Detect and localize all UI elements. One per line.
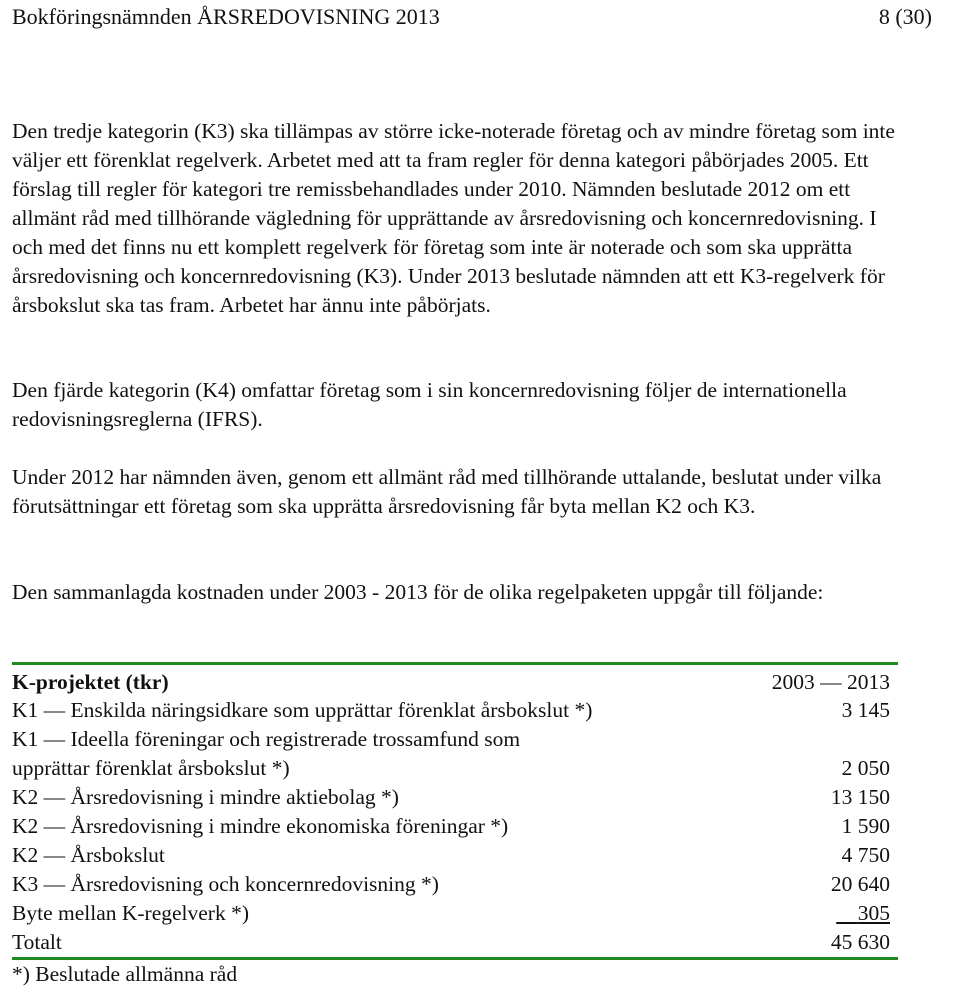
table-row <box>12 899 898 928</box>
table-footnote: *) Beslutade allmänna råd <box>12 962 238 986</box>
table-total-row <box>12 928 898 957</box>
table-top-rule <box>12 662 898 665</box>
row-value: 1 590 <box>841 814 890 838</box>
paragraph-k2-k3-switch <box>12 463 912 521</box>
row-label: K2 — Årsredovisning i mindre aktiebolag *) <box>12 785 399 809</box>
row-value: 2 050 <box>841 756 890 780</box>
row-label: K1 — Enskilda näringsidkare som upprättar förenklat årsbokslut *) <box>12 698 593 722</box>
row-label-line2: upprättar förenklat årsbokslut *) <box>12 756 290 780</box>
table-period: 2003 — 2013 <box>771 670 890 694</box>
row-label <box>12 725 520 783</box>
table-row <box>12 783 898 812</box>
row-label: K3 — Årsredovisning och koncernredovisning *) <box>12 872 439 896</box>
row-value <box>836 899 890 928</box>
paragraph-text: Under 2012 har nämnden även, genom ett allmänt råd med tillhörande uttalande, beslutat under vilka förutsättningar ett företag som ska upprätta årsredovisning får byta mellan K2 och K3. <box>12 465 882 518</box>
row-value: 13 150 <box>830 785 890 809</box>
paragraph-text: Den fjärde kategorin (K4) omfattar företag som i sin koncernredovisning följer de internationella redovisningsreglerna (IFRS). <box>12 378 847 431</box>
row-value: 20 640 <box>830 872 890 896</box>
table-row <box>12 696 898 725</box>
table-header-row <box>12 668 898 696</box>
table-heading: K-projektet (tkr) <box>12 670 169 694</box>
row-value: 4 750 <box>841 843 890 867</box>
total-value: 45 630 <box>830 930 890 954</box>
row-label: K2 — Årsredovisning i mindre ekonomiska föreningar *) <box>12 814 509 838</box>
paragraph-text: Den sammanlagda kostnaden under 2003 - 2013 för de olika regelpaketen uppgår till följande: <box>12 580 824 604</box>
row-value: 3 145 <box>841 698 890 722</box>
row-value-number: 305 <box>857 901 890 925</box>
paragraph-k3 <box>12 117 912 320</box>
total-label: Totalt <box>12 930 62 954</box>
document-title: Bokföringsnämnden ÅRSREDOVISNING 2013 <box>12 4 440 29</box>
page-header <box>12 4 932 32</box>
page-number: 8 (30) <box>878 4 932 29</box>
row-label: Byte mellan K-regelverk *) <box>12 901 250 925</box>
table-row <box>12 841 898 870</box>
row-label: K2 — Årsbokslut <box>12 843 165 867</box>
paragraph-cost-intro <box>12 578 912 607</box>
cost-table <box>12 662 898 989</box>
table-row <box>12 870 898 899</box>
table-row <box>12 812 898 841</box>
paragraph-text: Den tredje kategorin (K3) ska tillämpas av större icke-noterade företag och av mindre företag som inte väljer ett förenklat regelverk. Arbetet med att ta fram regler för denna kategori påbörjades 2005. Ett förslag till regler för kategori tre remissbehandlades under 2010. Nämnden beslutade 2012 om ett allmänt råd med tillhörande vägledning för upprättande av årsredovisning och koncernredovisning. I och med det finns nu ett komplett regelverk för företag som inte är noterade och som ska upprätta årsredovisning och koncernredovisning (K3). Under 2013 beslutade nämnden att ett K3-regelverk för årsbokslut ska tas fram. Arbetet har ännu inte påbörjats. <box>12 119 895 317</box>
paragraph-k4 <box>12 376 912 434</box>
table-row <box>12 725 898 783</box>
row-label-line1: K1 — Ideella föreningar och registrerade trossamfund som <box>12 727 521 751</box>
